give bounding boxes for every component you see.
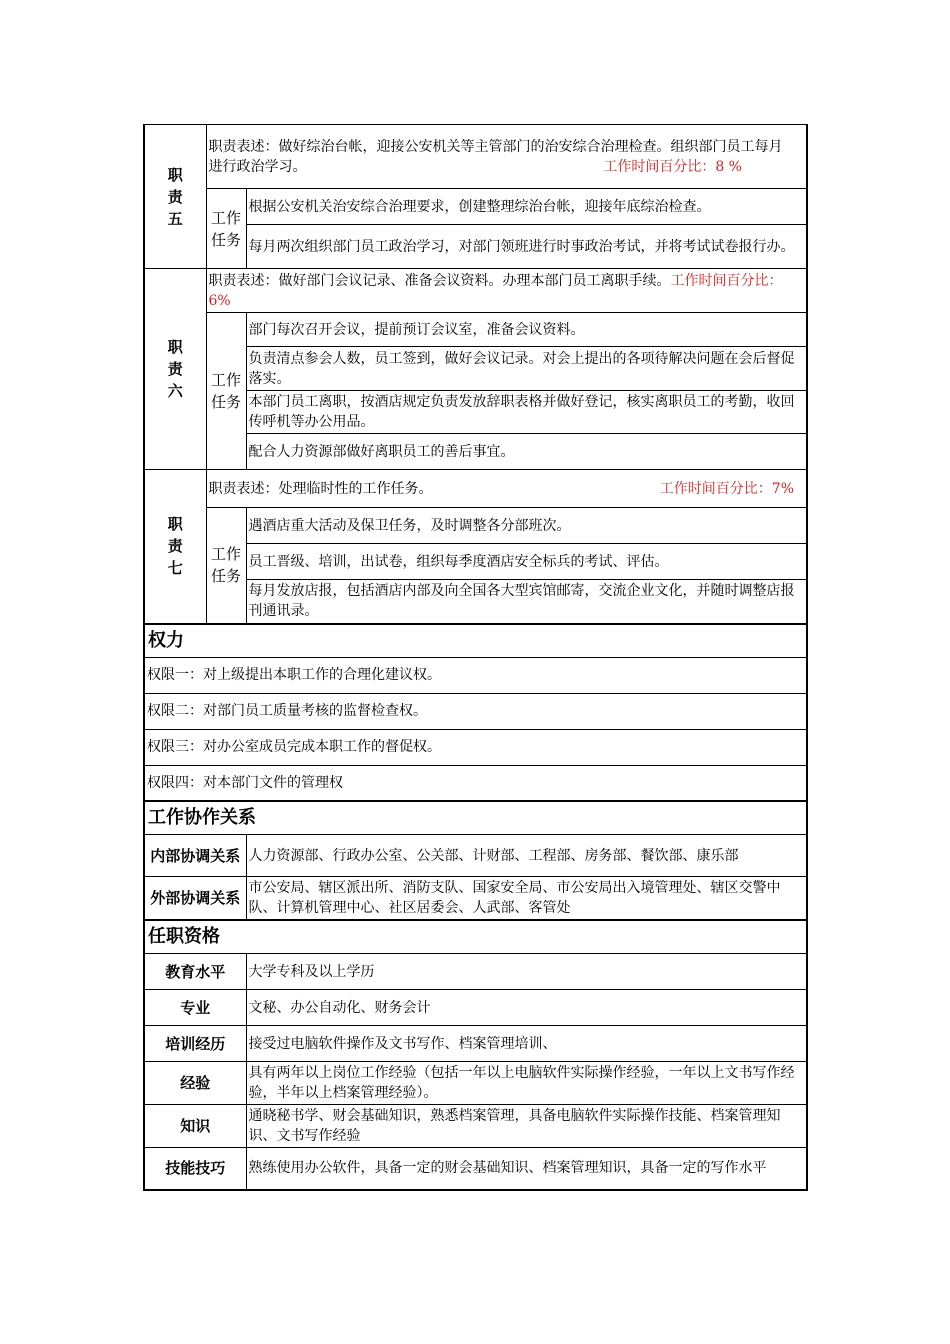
duty-6-percent: 工作时间百分比：6%	[208, 272, 783, 309]
duty-5-task-1: 根据公安机关治安综合治理要求，创建整理综治台帐，迎接年底综治检查。	[246, 189, 807, 225]
qual-education-label: 教育水平	[144, 954, 246, 990]
authority-title: 权力	[144, 624, 807, 658]
duty-7-percent: 工作时间百分比：7%	[659, 480, 794, 497]
qual-education-value: 大学专科及以上学历	[246, 954, 807, 990]
qual-knowledge-value: 通晓秘书学、财会基础知识，熟悉档案管理，具备电脑软件实际操作技能、档案管理知识、文书写作经验	[246, 1105, 807, 1148]
authority-item-3: 权限三：对办公室成员完成本职工作的督促权。	[144, 729, 807, 765]
qualifications-title: 任职资格	[144, 920, 807, 954]
authority-section-header	[144, 624, 807, 658]
duty-5-label: 职 责 五	[144, 125, 206, 269]
duty-5-task-2: 每月两次组织部门员工政治学习，对部门领班进行时事政治考试，并将考试试卷报行办。	[246, 225, 807, 269]
qual-experience-label: 经验	[144, 1062, 246, 1105]
duty-7-task-1: 遇酒店重大活动及保卫任务，及时调整各分部班次。	[246, 508, 807, 544]
relations-external-label: 外部协调关系	[144, 877, 246, 921]
duty-6-label: 职 责 六	[144, 269, 206, 470]
duty-5-task-label: 工作 任务	[206, 189, 246, 269]
qual-knowledge-label: 知识	[144, 1105, 246, 1148]
duty-5-description: 职责表述：做好综治台帐，迎接公安机关等主管部门的治安综合治理检查。组织部门员工每月 进行政治学习。 工作时间百分比：8 %	[206, 125, 807, 189]
duty-5-percent: 工作时间百分比：8 %	[603, 158, 742, 175]
job-table	[143, 124, 808, 1191]
duty-6-task-label: 工作 任务	[206, 313, 246, 470]
duty-6-task-2: 负责清点参会人数，员工签到，做好会议记录。对会上提出的各项待解决问题在会后督促落实。	[246, 347, 807, 391]
relations-section-header	[144, 801, 807, 835]
relations-external-value: 市公安局、辖区派出所、消防支队、国家安全局、市公安局出入境管理处、辖区交警中队、计算机管理中心、社区居委会、人武部、客管处	[246, 877, 807, 921]
duty-6-task-3: 本部门员工离职，按酒店规定负责发放辞职表格并做好登记，核实离职员工的考勤，收回传呼机等办公用品。	[246, 391, 807, 434]
relations-title: 工作协作关系	[144, 801, 807, 835]
duty-7-task-2: 员工晋级、培训，出试卷，组织每季度酒店安全标兵的考试、评估。	[246, 544, 807, 580]
qual-experience-value: 具有两年以上岗位工作经验（包括一年以上电脑软件实际操作经验，一年以上文书写作经验，半年以上档案管理经验）。	[246, 1062, 807, 1105]
relations-internal-label: 内部协调关系	[144, 835, 246, 877]
qual-training-label: 培训经历	[144, 1026, 246, 1062]
duty-6-task-4: 配合人力资源部做好离职员工的善后事宜。	[246, 434, 807, 470]
duty-7-task-label: 工作 任务	[206, 508, 246, 624]
duty-7-task-3: 每月发放店报，包括酒店内部及向全国各大型宾馆邮寄，交流企业文化，并随时调整店报刊通讯录。	[246, 580, 807, 624]
qual-major-value: 文秘、办公自动化、财务会计	[246, 990, 807, 1026]
authority-item-4: 权限四：对本部门文件的管理权	[144, 765, 807, 801]
duty-7-label: 职 责 七	[144, 470, 206, 624]
qualifications-section-header	[144, 920, 807, 954]
qual-training-value: 接受过电脑软件操作及文书写作、档案管理培训、	[246, 1026, 807, 1062]
qual-skills-value: 熟练使用办公软件，具备一定的财会基础知识、档案管理知识，具备一定的写作水平	[246, 1148, 807, 1190]
authority-item-2: 权限二：对部门员工质量考核的监督检查权。	[144, 693, 807, 729]
duty-7-description: 职责表述：处理临时性的工作任务。 工作时间百分比：7%	[206, 470, 807, 508]
duty-6-task-1: 部门每次召开会议，提前预订会议室，准备会议资料。	[246, 313, 807, 347]
authority-item-1: 权限一：对上级提出本职工作的合理化建议权。	[144, 657, 807, 693]
duty-6-description: 职责表述：做好部门会议记录、准备会议资料。办理本部门员工离职手续。工作时间百分比：6%	[206, 269, 807, 313]
relations-internal-value: 人力资源部、行政办公室、公关部、计财部、工程部、房务部、餐饮部、康乐部	[246, 835, 807, 877]
qual-major-label: 专业	[144, 990, 246, 1026]
job-description-document	[143, 124, 806, 1191]
qual-skills-label: 技能技巧	[144, 1148, 246, 1190]
